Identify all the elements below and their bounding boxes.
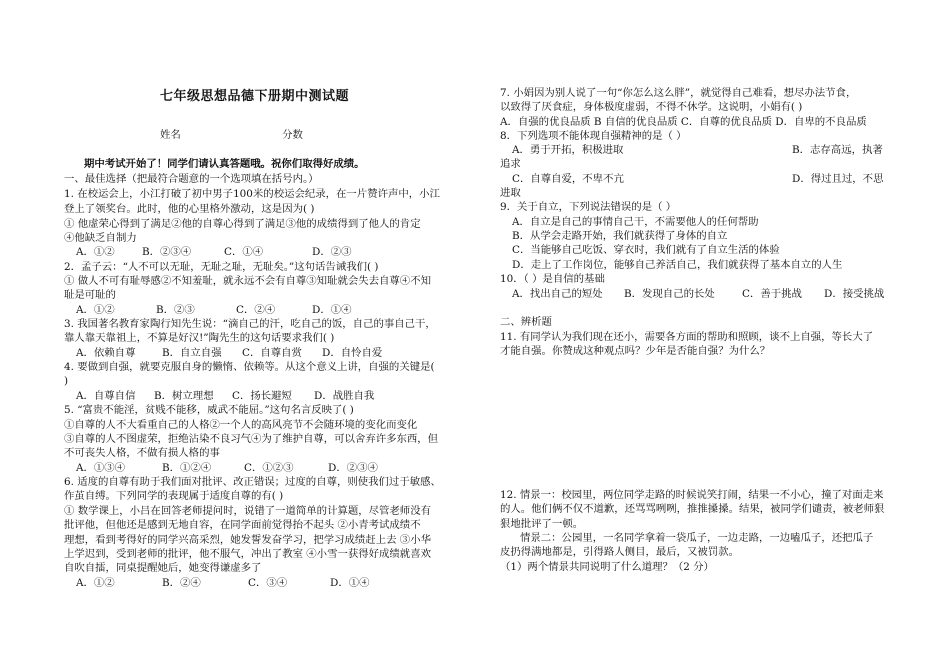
q6-line-6: 上学迟到，受到老师的批评，他不服气，冲出了教室 ④小雪一获得好成绩就喜欢 bbox=[64, 548, 431, 560]
q2-option-d: D．①④ bbox=[312, 304, 352, 316]
q8-option-b: B．志存高远，执著 bbox=[792, 144, 883, 156]
q10-options bbox=[512, 287, 884, 302]
q2-option-c: C．②④ bbox=[236, 304, 276, 316]
q3-option-a: A．依赖自尊 bbox=[76, 347, 136, 359]
q8-option-d: D．得过且过，不思 bbox=[792, 173, 884, 185]
q8-option-b-cont: 追求 bbox=[500, 158, 521, 170]
q2-line-3: 耻是可耻的 bbox=[64, 289, 116, 301]
q10-option-a: A．找出自己的短处 bbox=[512, 288, 603, 300]
q8-option-c: C．自尊自爱，不卑不亢 bbox=[512, 173, 624, 185]
q1-line-3: ① 他虚荣心得到了满足②他的自尊心得到了满足③他的成绩得到了他人的肯定 bbox=[64, 218, 421, 230]
q3-line-1: 3. 我国著名教育家陶行知先生说：“滴自己的汗，吃自己的饭，自己的事自己干， bbox=[64, 318, 436, 330]
q8-option-a: A．勇于开拓，积极进取 bbox=[512, 144, 624, 156]
q1-option-c: C．①④ bbox=[224, 246, 264, 258]
q5-option-c: C．①②③ bbox=[244, 462, 294, 474]
q12-line-2: 的人。他们俩不仅不道歉，还骂骂咧咧，推推搡搡。结果，被同学们谴责，被老师狠 bbox=[500, 503, 885, 515]
q6-line-1: 6. 适度的自尊有助于我们面对批评、改正错误；过度的自尊，则使我们过于敏感、 bbox=[64, 476, 441, 488]
q5-option-a: A．①③④ bbox=[76, 462, 126, 474]
q10-option-d: D．接受挑战 bbox=[824, 288, 885, 300]
q6-line-7: 自吹自擂，同桌提醒她后，她变得谦虚多了 bbox=[64, 562, 262, 574]
q4-option-c: C．扬长避短 bbox=[232, 390, 292, 402]
q5-line-1: 5. “富贵不能淫，贫贱不能移，威武不能屈。”这句名言反映了( ) bbox=[64, 404, 354, 416]
q2-line-2: ① 做人不可有耻辱感②不知羞耻，就永远不会有自尊③知耻就会失去自尊④不知 bbox=[64, 275, 431, 287]
q1-line-4: ④他缺乏自制力 bbox=[64, 232, 137, 244]
q9-option-a: A．自立是自己的事情自己干，不需要他人的任何帮助 bbox=[512, 216, 759, 228]
q12-line-3: 狠地批评了一顿。 bbox=[500, 518, 584, 530]
q5-option-b: B．①②④ bbox=[162, 462, 212, 474]
q9-option-c: C．当能够自己吃饭、穿衣时，我们就有了自立生活的体验 bbox=[512, 244, 780, 256]
q7-line-1: 7. 小娟因为别人说了一句“你怎么这么胖”，就觉得自己难看，想尽办法节食， bbox=[500, 87, 857, 99]
q2-option-a: A．①② bbox=[76, 304, 115, 316]
q6-options bbox=[76, 576, 370, 591]
q9-option-d: D．走上了工作岗位，能够自己养活自己，我们就获得了基本自立的人生 bbox=[512, 259, 843, 271]
q10-option-c: C．善于挑战 bbox=[742, 288, 802, 300]
q6-option-a: A．①② bbox=[76, 577, 115, 589]
q6-option-b: B．②④ bbox=[162, 577, 201, 589]
q2-line-1: 2．孟子云：“人不可以无耻，无耻之耻，无耻矣。”这句话告诫我们( ) bbox=[64, 261, 379, 273]
q1-option-b: B．②③④ bbox=[142, 246, 192, 258]
q10-option-b: B．发现自己的长处 bbox=[624, 288, 715, 300]
q7-line-2: 以致得了厌食症，身体极度虚弱，不得不休学。这说明，小娟有( ) bbox=[500, 101, 803, 113]
q6-line-3: ① 数学课上，小吕在回答老师提问时，说错了一道简单的计算题，尽管老师没有 bbox=[64, 505, 431, 517]
name-label: 姓名 bbox=[160, 129, 181, 141]
q12-line-1: 12. 情景一：校园里，两位同学走路的时候说笑打闹，结果一不小心，撞了对面走来 bbox=[500, 489, 884, 501]
q5-line-2: ①自尊的人不大看重自己的人格②一个人的高风亮节不会随环境的变化而变化 bbox=[64, 419, 418, 431]
q3-option-d: D．自怜自爱 bbox=[322, 347, 383, 359]
section-2-heading: 二、辨析题 bbox=[500, 316, 552, 328]
q12-subquestion-1: （1）两个情景共同说明了什么道理？（2 分） bbox=[500, 561, 714, 573]
q6-option-c: C．③④ bbox=[248, 577, 288, 589]
q5-line-4: 不可丧失人格，不做有损人格的事 bbox=[64, 447, 220, 459]
q6-line-2: 作茧自缚。下列同学的表现属于适度自尊的有( ) bbox=[64, 490, 284, 502]
name-score-row bbox=[160, 128, 303, 143]
q7-options: A．自强的优良品质 B 自信的优良品质 C．自尊的优良品质 D．自卑的不良品质 bbox=[500, 116, 867, 128]
q4-line-2: ) bbox=[64, 375, 69, 387]
q4-option-a: A．自尊自信 bbox=[76, 390, 136, 402]
score-label: 分数 bbox=[282, 129, 303, 141]
q6-line-4: 批评他，但他还是感到无地自容，在同学面前觉得抬不起头 ②小青考试成绩不 bbox=[64, 519, 421, 531]
q1-option-a: A．①② bbox=[76, 246, 115, 258]
q4-option-d: D．战胜自我 bbox=[314, 390, 375, 402]
q5-option-d: D．②③④ bbox=[328, 462, 378, 474]
q4-line-1: 4. 要做到自强，就要克服自身的懒惰、依赖等。从这个意义上讲，自强的关键是( bbox=[64, 361, 435, 373]
q6-option-d: D．①④ bbox=[330, 577, 370, 589]
q9-stem: 9．关于自立，下列说法错误的是（ ） bbox=[500, 201, 677, 213]
q1-line-2: 登上了领奖台。此时，他的心里格外激动，这是因为( ) bbox=[64, 203, 315, 215]
q1-options bbox=[76, 245, 352, 260]
q11-line-1: 11. 有同学认为我们现在还小，需要各方面的帮助和照顾，谈不上自强，等长大了 bbox=[500, 331, 874, 343]
section-1-heading: 一、最佳选择（把最符合题意的一个选项填在括号内。） bbox=[64, 173, 319, 185]
q1-line-1: 1. 在校运会上，小江打破了初中男子100米的校运会纪录，在一片赞许声中，小江 bbox=[64, 188, 440, 200]
q5-line-3: ③自尊的人不图虚荣，拒绝沾染不良习气④为了维护自尊，可以舍弃许多东西，但 bbox=[64, 433, 439, 445]
q12-line-4: 情景二：公园里，一名同学拿着一袋瓜子，一边走路，一边嗑瓜子，还把瓜子 bbox=[520, 532, 874, 544]
q11-line-2: 才能自强。你赞成这种观点吗？少年是否能自强？为什么？ bbox=[500, 345, 771, 357]
q1-option-d: D．②③ bbox=[312, 246, 352, 258]
exam-title: 七年级思想品德下册期中测试题 bbox=[160, 89, 350, 104]
q10-stem: 10．（ ）是自信的基础 bbox=[500, 273, 605, 285]
q8-option-d-cont: 进取 bbox=[500, 187, 521, 199]
q9-option-b: B．从学会走路开始，我们就获得了身体的自立 bbox=[512, 230, 728, 242]
q2-option-b: B．②③ bbox=[156, 304, 195, 316]
q8-stem: 8．下列选项不能体现自强精神的是（ ） bbox=[500, 130, 687, 142]
intro-text: 期中考试开始了！同学们请认真答题哦。祝你们取得好成绩。 bbox=[84, 158, 365, 170]
q3-line-2: 靠人靠天靠祖上，不算是好汉!”陶先生的这句话要求我们( ) bbox=[64, 332, 335, 344]
q4-option-b: B．树立理想 bbox=[154, 390, 214, 402]
q12-line-5: 皮扔得满地都是，引得路人侧目，最后，又被罚款。 bbox=[500, 546, 739, 558]
q3-option-c: C．自尊自赏 bbox=[242, 347, 302, 359]
q3-option-b: B．自立自强 bbox=[162, 347, 222, 359]
q6-line-5: 理想，看到考得好的同学兴高采烈，她发誓发奋学习，把学习成绩赶上去 ③小华 bbox=[64, 534, 431, 546]
